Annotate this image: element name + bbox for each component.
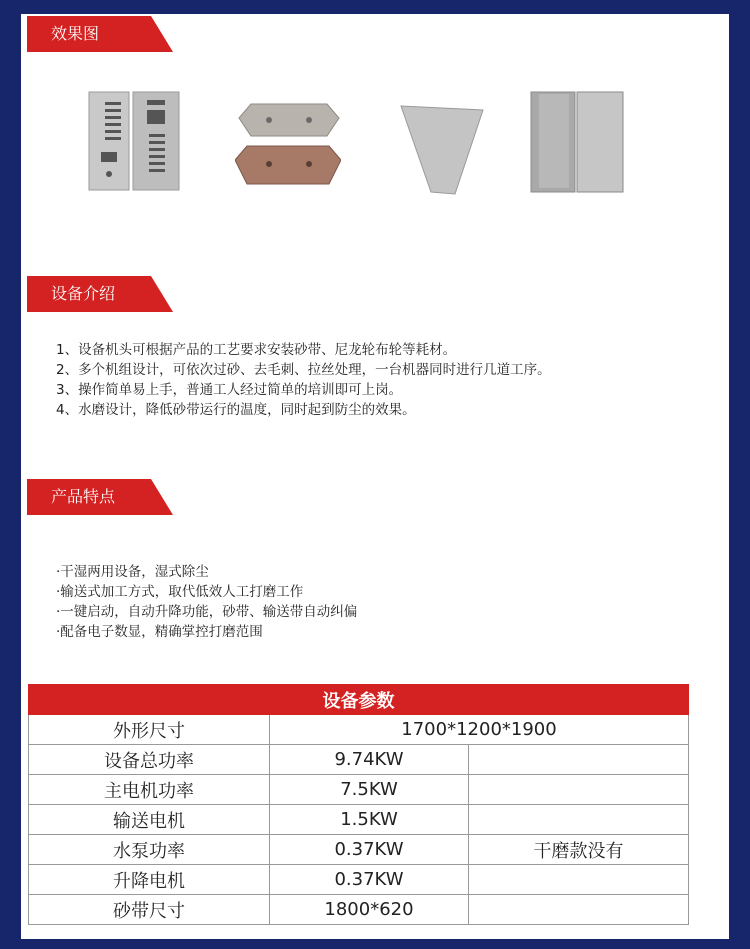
feature-line: ·输送式加工方式，取代低效人工打磨工作 [56,584,304,600]
param-note-empty [469,895,689,925]
intro-list [56,340,551,420]
blade-photo [399,104,485,198]
params-table [28,684,689,925]
table-row [29,775,689,805]
section-tag-features [27,479,177,515]
feature-line: ·一键启动，自动升降功能，砂带、输送带自动纠偏 [56,604,358,620]
table-row [29,895,689,925]
param-value: 0.37KW [270,835,469,865]
profile-photo [529,90,625,198]
table-row [29,745,689,775]
param-name: 升降电机 [29,865,270,895]
table-row [29,805,689,835]
section-tag-intro [27,276,177,312]
section-title-effect: 效果图 [51,24,100,43]
param-value: 1.5KW [270,805,469,835]
param-name: 砂带尺寸 [29,895,270,925]
section-title-features: 产品特点 [51,487,116,506]
content-sheet [21,14,729,939]
param-note-empty [469,775,689,805]
param-note-empty [469,865,689,895]
intro-line: 2、多个机组设计，可依次过砂、去毛刺、拉丝处理，一台机器同时进行几道工序。 [56,362,551,378]
table-row [29,715,689,745]
intro-line: 3、操作简单易上手，普通工人经过简单的培训即可上岗。 [56,382,403,398]
param-note-empty [469,805,689,835]
feature-line: ·干湿两用设备，湿式除尘 [56,564,209,580]
feature-line: ·配备电子数显，精确掌控打磨范围 [56,624,263,640]
param-name: 输送电机 [29,805,270,835]
table-row [29,835,689,865]
feature-list [56,562,357,642]
param-name: 水泵功率 [29,835,270,865]
section-title-intro: 设备介绍 [51,284,116,303]
param-note-empty [469,745,689,775]
product-photos [21,90,729,210]
param-name: 主电机功率 [29,775,270,805]
param-note: 干磨款没有 [469,835,689,865]
params-title: 设备参数 [29,685,689,715]
intro-line: 4、水磨设计，降低砂带运行的温度，同时起到防尘的效果。 [56,402,416,418]
bracket-photo [235,98,341,192]
param-value: 0.37KW [270,865,469,895]
table-row [29,865,689,895]
section-tag-effect [27,16,177,52]
panel-photo [87,90,183,194]
param-value: 1700*1200*1900 [270,715,689,745]
param-name: 设备总功率 [29,745,270,775]
param-value: 1800*620 [270,895,469,925]
param-name: 外形尺寸 [29,715,270,745]
param-value: 9.74KW [270,745,469,775]
intro-line: 1、设备机头可根据产品的工艺要求安装砂带、尼龙轮布轮等耗材。 [56,342,457,358]
param-value: 7.5KW [270,775,469,805]
